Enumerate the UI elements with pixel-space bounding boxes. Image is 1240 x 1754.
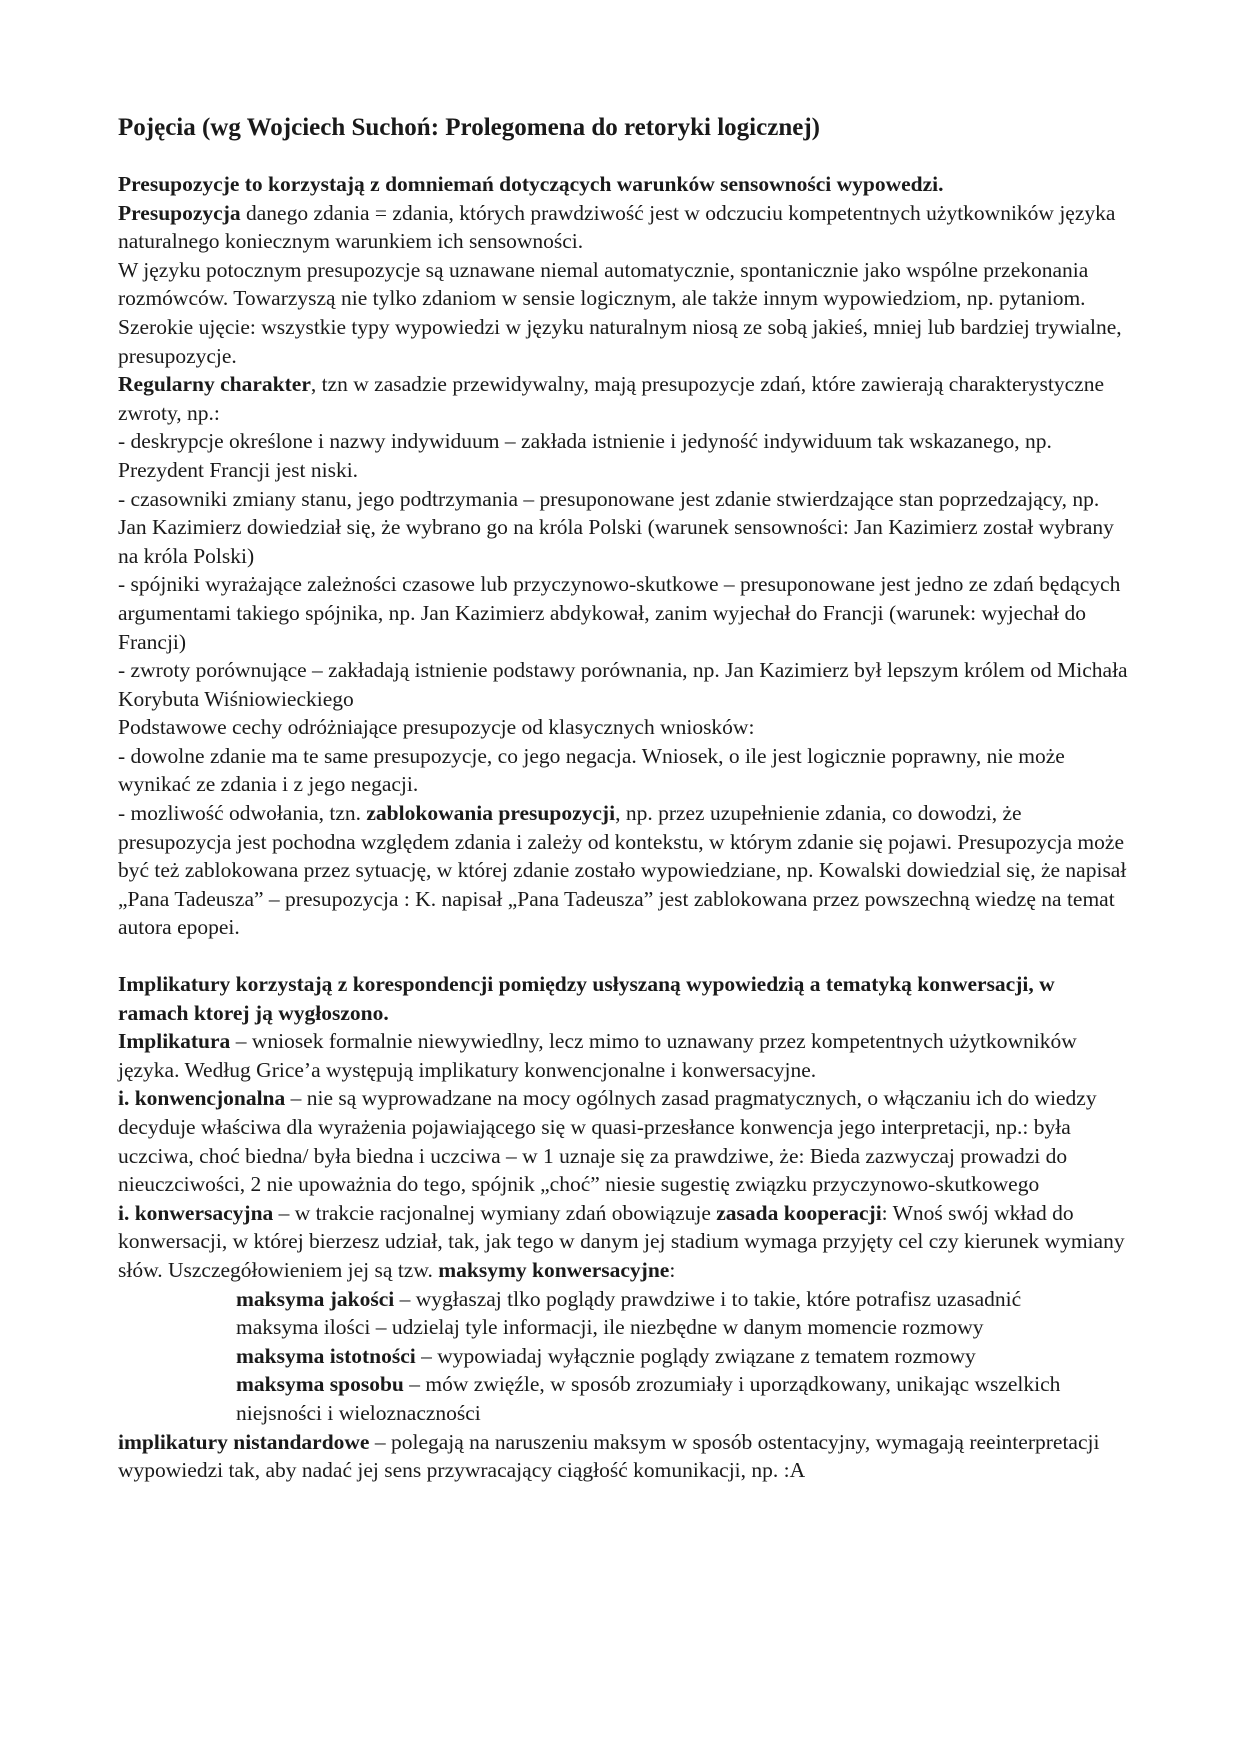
paragraph-text: , tzn w zasadzie przewidywalny, mają presupozycje zdań, które zawierają charakterystyczne zwroty, np.: bbox=[118, 372, 1104, 425]
paragraph-text: , np. przez uzupełnienie zdania, co dowodzi, że presupozycja jest pochodna względem zdania i zależy od kontekstu, w którym zdanie się pojawi. Presupozycja może być też zablokowana przez sytuację, w której zdanie zostało wypowiedziane, np. Kowalski dowiedzial się, że napisał „Pana Tadeusza” – presupozycja : K. napisał „Pana Tadeusza” jest zablokowana przez powszechną wiedzę na temat autora epopei. bbox=[118, 801, 1127, 940]
paragraph bbox=[118, 1027, 1128, 1084]
maxim-item: maksyma ilości – udzielaj tyle informacji, ile niezbędne w danym momencie rozmowy bbox=[236, 1315, 984, 1340]
maxim-item bbox=[118, 1370, 1128, 1427]
paragraph-text: – w trakcie racjonalnej wymiany zdań obowiązuje bbox=[273, 1200, 717, 1225]
document-page bbox=[118, 112, 1128, 1485]
paragraph-text: danego zdania = zdania, których prawdziwość jest w odczuciu kompetentnych użytkowników języka naturalnego koniecznym warunkiem ich sensowności. bbox=[118, 200, 1116, 254]
list-item: - zwroty porównujące – zakładają istnienie podstawy porównania, np. Jan Kazimierz był lepszym królem od Michała Korybuta Wiśniowieckiego bbox=[118, 658, 1128, 711]
maxim-item bbox=[118, 1285, 1128, 1314]
paragraph-text: – nie są wyprowadzane na mocy ogólnych zasad pragmatycznych, o włączaniu ich do wiedzy decyduje właściwa dla wyrażenia pojawiającego się w quasi-przesłance konwencja jego interpretacji, np.: była uczciwa, choć biedna/ była biedna i uczciwa – w 1 uznaje się za prawdziwe, że: Bieda zazwyczaj prowadzi do nieuczciwości, 2 nie upoważnia do tego, spójnik „choć” niesie sugestię związku przyczynowo-skutkowego bbox=[118, 1086, 1097, 1197]
bold-term: Presupozycja bbox=[118, 200, 241, 225]
list-item bbox=[118, 799, 1128, 942]
bold-term: maksyma sposobu bbox=[236, 1372, 404, 1397]
bold-term: Regularny charakter bbox=[118, 372, 311, 397]
paragraph bbox=[118, 1428, 1128, 1485]
paragraph-text: – mów zwięźle, w sposób zrozumiały i uporządkowany, unikając wszelkich niejsności i wieloznaczności bbox=[236, 1372, 1061, 1425]
paragraph bbox=[118, 199, 1128, 256]
list-item: - deskrypcje określone i nazwy indywiduum – zakłada istnienie i jedyność indywiduum tak wskazanego, np. Prezydent Francji jest niski. bbox=[118, 429, 1052, 482]
bold-term: implikatury nistandardowe bbox=[118, 1429, 370, 1454]
paragraph: Podstawowe cechy odróżniające presupozycje od klasycznych wniosków: bbox=[118, 715, 755, 740]
page-title: Pojęcia (wg Wojciech Suchoń: Prolegomena do retoryki logicznej) bbox=[118, 114, 820, 141]
paragraph bbox=[118, 370, 1128, 427]
paragraph: W języku potocznym presupozycje są uznawane niemal automatycznie, spontanicznie jako wspólne przekonania rozmówców. Towarzyszą nie tylko zdaniom w sensie logicznym, ale także innym wypowiedziom, np. pytaniom. Szerokie ujęcie: wszystkie typy wypowiedzi w języku naturalnym niosą ze sobą jakieś, mniej lub bardziej trywialne, presupozycje. bbox=[118, 257, 1122, 368]
bold-term: zablokowania presupozycji bbox=[366, 801, 616, 826]
list-item: - dowolne zdanie ma te same presupozycje, co jego negacja. Wniosek, o ile jest logicznie poprawny, nie może wynikać ze zdania i z jego negacji. bbox=[118, 743, 1065, 797]
paragraph bbox=[118, 1199, 1128, 1285]
list-item: - czasowniki zmiany stanu, jego podtrzymania – presuponowane jest zdanie stwierdzające stan poprzedzający, np. Jan Kazimierz dowiedział się, że wybrano go na króla Polski (warunek sensowności: Jan Kazimierz został wybrany na króla Polski) bbox=[118, 486, 1114, 568]
bold-term: maksyma istotności bbox=[236, 1343, 416, 1368]
list-item: - spójniki wyrażające zależności czasowe lub przyczynowo-skutkowe – presuponowane jest jedno ze zdań będących argumentami takiego spójnika, np. Jan Kazimierz abdykował, zanim wyjechał do Francji (warunek: wyjechał do Francji) bbox=[118, 572, 1121, 654]
paragraph-text: : bbox=[669, 1257, 676, 1282]
paragraph bbox=[118, 1084, 1128, 1198]
bold-term: i. konwersacyjna bbox=[118, 1200, 274, 1225]
bold-term: maksymy konwersacyjne bbox=[438, 1257, 670, 1282]
bold-term: Implikatura bbox=[118, 1029, 231, 1054]
paragraph-text: – wygłaszaj tlko poglądy prawdziwe i to takie, które potrafisz uzasadnić bbox=[394, 1286, 1022, 1311]
bold-term: zasada kooperacji bbox=[716, 1200, 882, 1225]
paragraph-text: - mozliwość odwołania, tzn. bbox=[118, 801, 367, 826]
implicature-heading: Implikatury korzystają z korespondencji pomiędzy usłyszaną wypowiedzią a tematyką konwersacji, w ramach ktorej ją wygłoszono. bbox=[118, 972, 1055, 1025]
presupposition-heading: Presupozycje to korzystają z domniemań dotyczących warunków sensowności wypowedzi. bbox=[118, 172, 944, 196]
bold-term: i. konwencjonalna bbox=[118, 1086, 286, 1111]
paragraph-text: – wniosek formalnie niewywiedlny, lecz mimo to uznawany przez kompetentnych użytkowników języka. Według Grice’a występują implikatury konwencjonalne i konwersacyjne. bbox=[118, 1029, 1077, 1082]
bold-term: maksyma jakości bbox=[236, 1286, 395, 1311]
maxim-item bbox=[118, 1342, 1128, 1371]
paragraph-text: – polegają na naruszeniu maksym w sposób ostentacyjny, wymagają reeinterpretacji wypowiedzi tak, aby nadać jej sens przywracający ciągłość komunikacji, np. :A bbox=[118, 1429, 1100, 1483]
paragraph-text: – wypowiadaj wyłącznie poglądy związane z tematem rozmowy bbox=[415, 1343, 976, 1368]
section-spacer bbox=[118, 942, 1128, 970]
paragraph-text: : Wnoś swój wkład do konwersacji, w której bierzesz udział, tak, jak tego w danym jej stadium wymaga przyjęty cel czy kierunek wymiany słów. Uszczegółowieniem jej są tzw. bbox=[118, 1200, 1125, 1282]
